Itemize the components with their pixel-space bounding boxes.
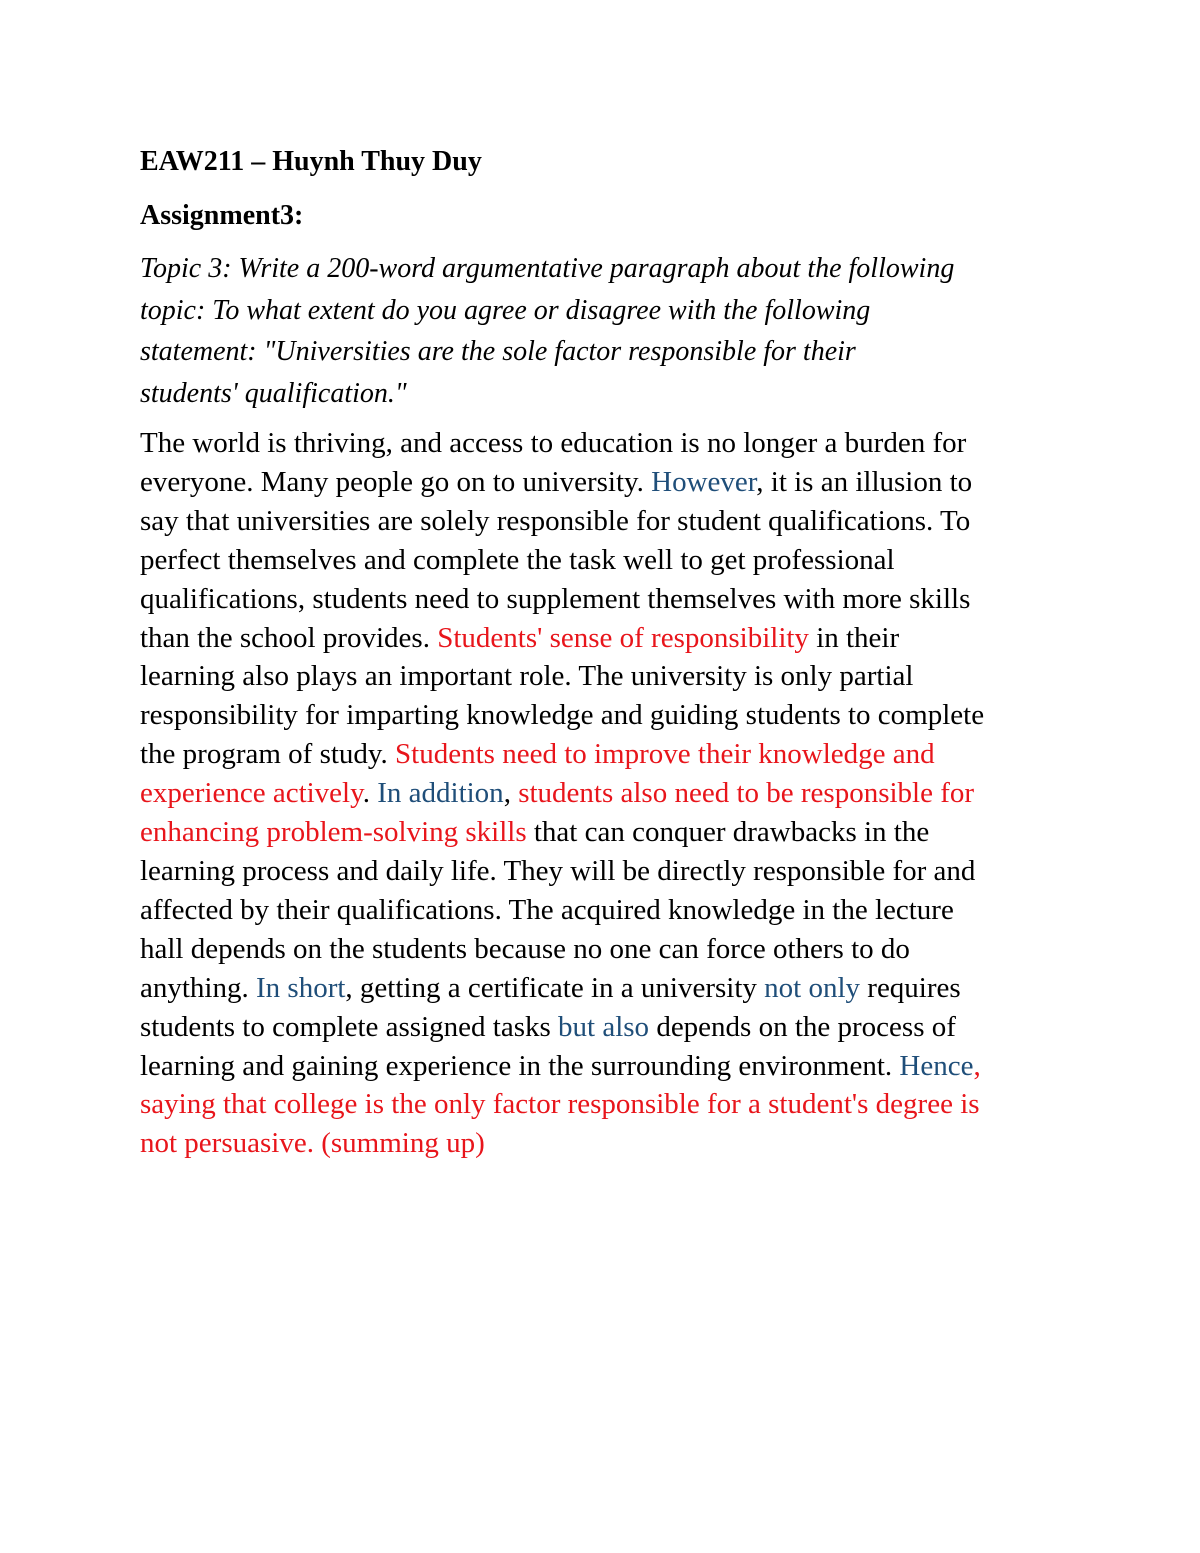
text-segment: learning and gaining experience in the surrounding environment. <box>140 1049 900 1082</box>
highlighted-idea: enhancing problem-solving skills <box>140 816 527 849</box>
highlighted-idea: Students need to improve their knowledge and <box>395 738 935 771</box>
text-segment: in their <box>808 621 900 654</box>
highlighted-idea: , <box>973 1049 981 1082</box>
text-segment: perfect themselves and complete the task well to get professional <box>140 543 895 576</box>
text-segment: depends on the process of <box>649 1010 956 1043</box>
highlighted-idea: not persuasive. (summing up) <box>140 1127 485 1160</box>
text-segment: qualifications, students need to supplement themselves with more skills <box>140 582 971 615</box>
topic-line: students' qualification." <box>140 377 407 409</box>
text-segment: say that universities are solely responsible for student qualifications. To <box>140 504 971 537</box>
paragraph-line <box>140 1124 1080 1163</box>
paragraph-line <box>140 541 1080 580</box>
text-segment: than the school provides. <box>140 621 438 654</box>
assignment-label: Assignment3: <box>140 200 304 231</box>
text-segment: learning process and daily life. They will be directly responsible for and <box>140 854 976 887</box>
text-segment: requires <box>860 971 961 1004</box>
paragraph-line <box>140 1085 1080 1124</box>
transition-phrase: Hence <box>899 1049 974 1082</box>
text-segment: the program of study. <box>140 738 396 771</box>
paragraph-line <box>140 1047 1080 1086</box>
topic-line: Topic 3: Write a 200-word argumentative paragraph about the following <box>140 253 955 284</box>
text-segment: , getting a certificate in a university <box>345 971 765 1004</box>
highlighted-idea: saying that college is the only factor responsible for a student's degree is <box>140 1088 980 1121</box>
transition-phrase: In short <box>256 971 346 1004</box>
topic-prompt <box>140 248 1080 414</box>
text-segment: , <box>503 777 519 810</box>
text-segment: learning also plays an important role. The university is only partial <box>140 660 914 693</box>
paragraph-line <box>140 424 1080 463</box>
document-title: EAW211 – Huynh Thuy Duy <box>140 146 482 177</box>
paragraph-line <box>140 463 1080 502</box>
paragraph-line <box>140 774 1080 813</box>
paragraph-line <box>140 657 1080 696</box>
text-segment: The world is thriving, and access to education is no longer a burden for <box>140 427 967 459</box>
document-page <box>140 140 1080 1163</box>
topic-line: topic: To what extent do you agree or disagree with the following <box>140 294 871 326</box>
paragraph-line <box>140 580 1080 619</box>
text-segment: that can conquer drawbacks in the <box>526 816 930 849</box>
text-segment: everyone. Many people go on to university. <box>140 465 652 498</box>
paragraph-line <box>140 1008 1080 1047</box>
text-segment: , it is an illusion to <box>756 465 973 498</box>
paragraph-line <box>140 813 1080 852</box>
highlighted-idea: Students' sense of responsibility <box>437 621 809 654</box>
highlighted-idea: students also need to be responsible for <box>518 777 975 810</box>
text-segment: responsibility for imparting knowledge and guiding students to complete <box>140 699 985 732</box>
text-segment: . <box>362 777 378 810</box>
text-segment: hall depends on the students because no one can force others to do <box>140 932 910 965</box>
transition-phrase: However <box>651 465 757 498</box>
transition-phrase: but also <box>558 1010 650 1043</box>
text-segment: anything. <box>140 971 256 1004</box>
paragraph-line <box>140 696 1080 735</box>
text-segment: students to complete assigned tasks <box>140 1010 559 1043</box>
paragraph-line <box>140 735 1080 774</box>
essay-paragraph <box>140 424 1080 1163</box>
text-segment: affected by their qualifications. The acquired knowledge in the lecture <box>140 893 954 926</box>
paragraph-line <box>140 930 1080 969</box>
transition-phrase: not only <box>764 971 861 1004</box>
highlighted-idea: experience actively <box>140 777 363 810</box>
transition-phrase: In addition <box>377 777 504 810</box>
paragraph-line <box>140 852 1080 891</box>
paragraph-line <box>140 969 1080 1008</box>
paragraph-line <box>140 502 1080 541</box>
paragraph-line <box>140 619 1080 658</box>
topic-line: statement: "Universities are the sole factor responsible for their <box>140 336 856 367</box>
paragraph-line <box>140 891 1080 930</box>
